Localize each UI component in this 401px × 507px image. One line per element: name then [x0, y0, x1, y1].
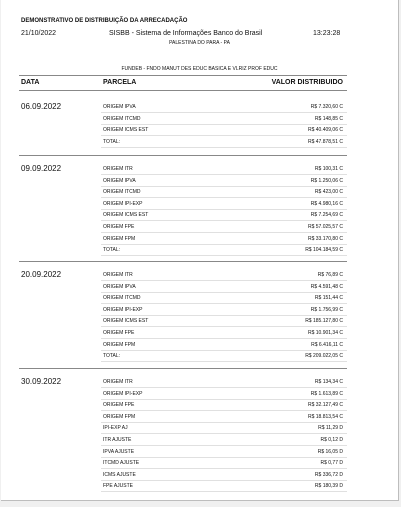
row-valor: R$ 104.184,59 C	[305, 247, 343, 254]
table-row	[1, 389, 398, 401]
group-divider	[19, 261, 347, 262]
table-row	[1, 423, 398, 435]
table-row	[1, 328, 398, 340]
row-parcela: ORIGEM ITCMD	[103, 115, 141, 122]
row-valor: R$ 1.613,89 C	[310, 390, 343, 397]
row-date: 09.09.2022	[21, 164, 62, 173]
row-parcela: ORIGEM FPE	[103, 402, 135, 409]
row-valor: R$ 47.878,51 C	[307, 138, 343, 145]
row-valor: R$ 151,44 C	[314, 295, 343, 302]
row-valor: R$ 336,72 D	[314, 471, 343, 478]
row-valor: R$ 76,89 C	[317, 272, 343, 278]
row-date: 30.09.2022	[21, 377, 62, 386]
table-row	[1, 137, 398, 149]
system-name: SISBB - Sistema de Informações Banco do Brasil	[109, 30, 263, 37]
row-parcela: ORIGEM IPVA	[103, 177, 136, 184]
table-row	[1, 447, 398, 459]
table-row	[1, 245, 398, 257]
table-row	[1, 305, 398, 317]
row-valor: R$ 0,77 D	[320, 460, 343, 467]
row-valor: R$ 18.813,54 C	[307, 413, 343, 420]
row-date: 20.09.2022	[21, 270, 62, 279]
row-parcela: ITCMD AJUSTE	[103, 460, 140, 467]
table-row	[1, 114, 398, 126]
column-header-date: DATA	[21, 79, 40, 86]
row-parcela: ORIGEM IPVA	[103, 283, 136, 290]
row-valor: R$ 7.254,69 C	[310, 212, 343, 219]
row-valor: R$ 57.025,57 C	[307, 224, 343, 230]
table-row	[1, 400, 398, 412]
table-row	[1, 481, 398, 493]
table-row	[1, 340, 398, 352]
row-valor: R$ 4.980,16 C	[310, 200, 343, 207]
table-row	[1, 316, 398, 328]
row-parcela: ITR AJUSTE	[103, 437, 132, 443]
group-divider	[19, 368, 347, 369]
row-parcela: ORIGEM IPI-EXP	[103, 306, 143, 313]
row-parcela: FPE AJUSTE	[103, 483, 134, 490]
row-parcela: ORIGEM FPM	[103, 413, 136, 420]
row-parcela: ORIGEM FPM	[103, 235, 136, 242]
row-parcela: ORIGEM ITR	[103, 166, 133, 172]
row-valor: R$ 0,12 D	[320, 437, 343, 443]
row-valor: R$ 7.320,60 C	[310, 104, 343, 110]
row-valor: R$ 11,29 D	[318, 425, 343, 432]
row-parcela: ORIGEM ICMS EST	[103, 318, 149, 325]
table-row	[1, 412, 398, 424]
table-row	[1, 210, 398, 222]
divider-header	[19, 90, 347, 91]
row-valor: R$ 209.022,05 C	[305, 353, 343, 360]
row-parcela: ORIGEM FPM	[103, 341, 136, 348]
table-row	[1, 293, 398, 305]
group-divider	[19, 155, 347, 156]
table-row	[1, 282, 398, 294]
table-row	[1, 470, 398, 482]
row-divider	[101, 491, 347, 492]
row-valor: R$ 134,34 C	[314, 379, 343, 385]
row-parcela: ORIGEM IPI-EXP	[103, 390, 143, 397]
row-parcela: ORIGEM ICMS EST	[103, 212, 149, 219]
location: PALESTINA DO PARA - PA	[169, 40, 230, 46]
row-valor: R$ 32.127,49 C	[307, 402, 343, 409]
row-valor: R$ 1.756,99 C	[310, 306, 343, 313]
table-row	[1, 351, 398, 363]
row-parcela: ORIGEM FPE	[103, 330, 135, 336]
table-row	[1, 176, 398, 188]
report-time: 13:23:28	[313, 30, 341, 37]
report-page	[1, 0, 399, 501]
row-parcela: ORIGEM ITCMD	[103, 295, 141, 302]
column-header-valor: VALOR DISTRIBUIDO	[271, 79, 343, 86]
report-title: DEMONSTRATIVO DE DISTRIBUIÇÃO DA ARRECADAÇÃO	[21, 18, 188, 24]
column-header-parcela: PARCELA	[103, 79, 137, 86]
row-divider	[101, 147, 347, 148]
row-parcela: ORIGEM ICMS EST	[103, 127, 149, 134]
row-valor: R$ 100,31 C	[314, 166, 343, 172]
row-valor: R$ 10.901,34 C	[307, 330, 343, 336]
row-valor: R$ 423,00 C	[314, 189, 343, 196]
divider-top	[19, 75, 347, 76]
row-valor: R$ 6.416,11 C	[311, 341, 343, 348]
row-valor: R$ 33.170,80 C	[307, 235, 343, 242]
table-row	[1, 270, 398, 282]
table-row	[1, 199, 398, 211]
row-parcela: ORIGEM FPE	[103, 224, 135, 230]
table-row	[1, 377, 398, 389]
row-parcela: TOTAL:	[103, 353, 121, 360]
row-parcela: ORIGEM ITR	[103, 379, 133, 385]
table-row	[1, 458, 398, 470]
table-row	[1, 435, 398, 447]
row-valor: R$ 40.409,06 C	[307, 127, 343, 134]
table-row	[1, 102, 398, 114]
row-parcela: ORIGEM IPI-EXP	[103, 200, 143, 207]
row-parcela: TOTAL:	[103, 247, 121, 254]
row-parcela: TOTAL:	[103, 138, 121, 145]
table-row	[1, 125, 398, 137]
table-row	[1, 164, 398, 176]
row-parcela: ICMS AJUSTE	[103, 471, 136, 478]
row-date: 06.09.2022	[21, 102, 62, 111]
row-parcela: ORIGEM ITCMD	[103, 189, 141, 196]
row-parcela: ORIGEM IPVA	[103, 104, 136, 110]
row-divider	[101, 361, 347, 362]
fund-name: FUNDEB - FNDO MANUT DES EDUC BASICA E VLRIZ PROF EDUC	[121, 66, 278, 72]
table-row	[1, 187, 398, 199]
table-row	[1, 234, 398, 246]
row-valor: R$ 16,05 D	[317, 448, 343, 455]
row-parcela: ORIGEM ITR	[103, 272, 133, 278]
row-valor: R$ 1.250,06 C	[310, 177, 343, 184]
row-divider	[101, 255, 347, 256]
report-date: 21/10/2022	[21, 30, 57, 37]
row-valor: R$ 4.591,48 C	[310, 283, 343, 290]
table-row	[1, 222, 398, 234]
row-parcela: IPI-EXP AJ	[103, 425, 128, 432]
row-valor: R$ 180,39 D	[314, 483, 343, 490]
row-parcela: IPVA AJUSTE	[103, 448, 135, 455]
row-valor: R$ 185.127,80 C	[305, 318, 343, 325]
row-valor: R$ 148,85 C	[314, 115, 343, 122]
